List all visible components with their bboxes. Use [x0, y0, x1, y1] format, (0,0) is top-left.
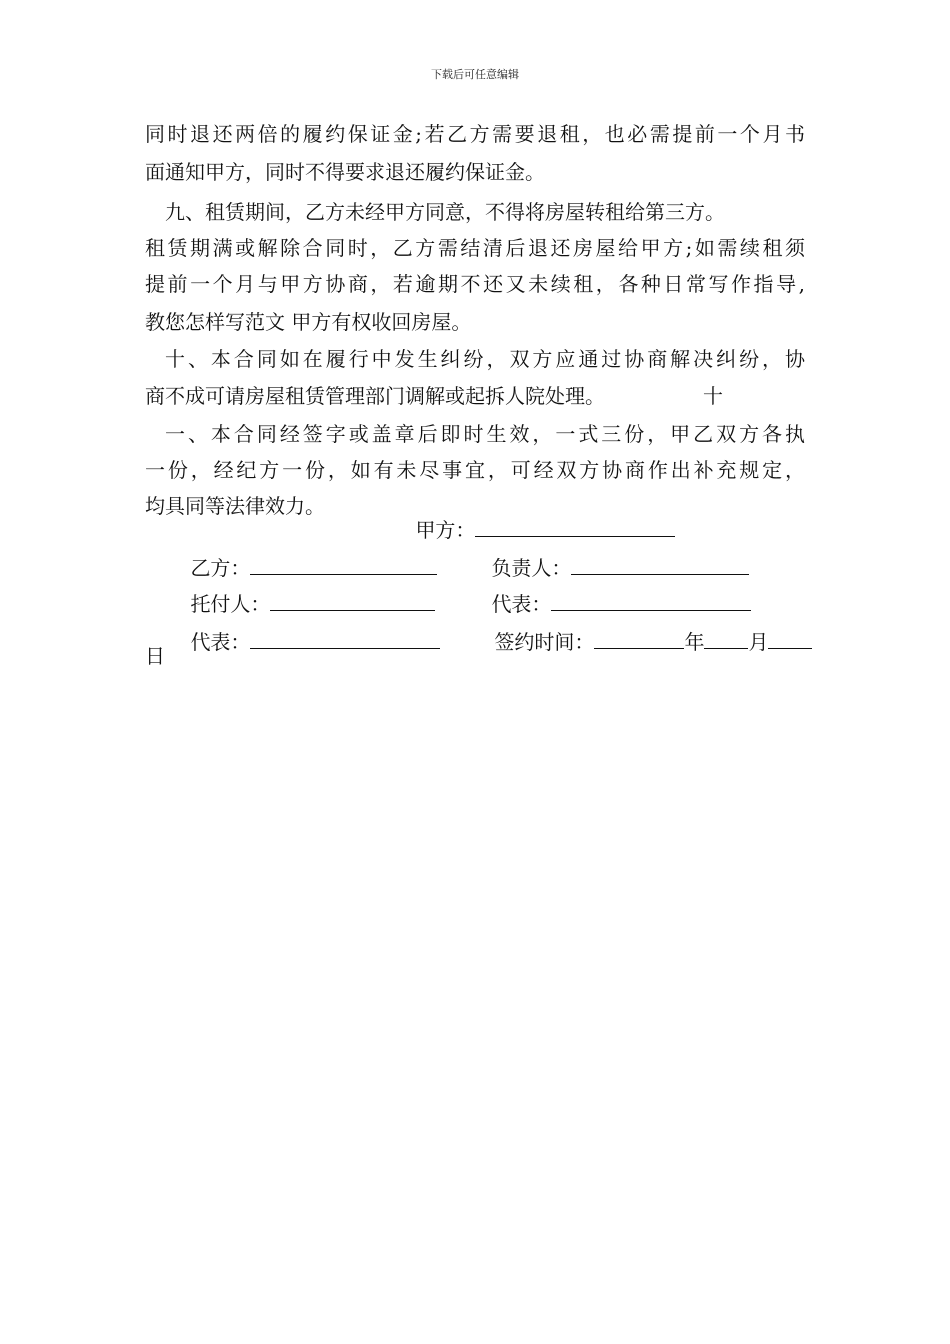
- representative-left-blank[interactable]: [250, 630, 440, 649]
- agent-field[interactable]: [165, 568, 435, 616]
- month-blank[interactable]: [704, 630, 748, 649]
- representative-left-label: 代表：: [190, 630, 251, 654]
- body-line-11: 一份，经纪方一份，如有未尽事宜，可经双方协商作出补充规定，: [145, 458, 805, 482]
- representative-left-field[interactable]: [165, 606, 440, 654]
- body-line-8: 商不成可请房屋租赁管理部门调解或起拆人院处理。: [145, 384, 605, 408]
- page-header: 下载后可任意编辑: [431, 68, 519, 81]
- responsible-label: 负责人：: [491, 556, 572, 580]
- body-line-2: 面通知甲方，同时不得要求退还履约保证金。: [145, 160, 545, 184]
- sign-time-label: 签约时间：: [494, 630, 595, 654]
- body-line-4: 租赁期满或解除合同时，乙方需结清后退还房屋给甲方;如需续租须: [145, 236, 805, 260]
- party-a-field[interactable]: [390, 494, 675, 542]
- body-line-12: 均具同等法律效力。: [145, 494, 325, 518]
- agent-label: 托付人：: [190, 592, 271, 616]
- year-blank[interactable]: [594, 630, 684, 649]
- body-line-10: 一、本合同经签字或盖章后即时生效，一式三份，甲乙双方各执: [165, 422, 805, 446]
- representative-right-label: 代表：: [491, 592, 552, 616]
- body-line-1: 同时退还两倍的履约保证金;若乙方需要退租，也必需提前一个月书: [145, 122, 805, 146]
- day-blank[interactable]: [768, 630, 812, 649]
- party-b-field[interactable]: [165, 532, 437, 580]
- body-line-9: 十: [703, 384, 723, 408]
- body-line-3: 九、租赁期间，乙方未经甲方同意，不得将房屋转租给第三方。: [165, 200, 725, 224]
- responsible-field[interactable]: [466, 532, 749, 580]
- body-line-5: 提前一个月与甲方协商，若逾期不还又未续租，各种日常写作指导,: [145, 272, 805, 296]
- body-line-7: 十、本合同如在履行中发生纠纷，双方应通过协商解决纠纷，协: [165, 347, 805, 371]
- party-a-label: 甲方：: [415, 518, 476, 542]
- day-label: 日: [145, 644, 165, 668]
- representative-right-field[interactable]: [466, 568, 751, 616]
- party-b-label: 乙方：: [190, 556, 251, 580]
- year-label: 年: [684, 630, 705, 654]
- body-line-6: 教您怎样写范文 甲方有权收回房屋。: [145, 310, 472, 334]
- month-label: 月: [748, 630, 769, 654]
- sign-time-field[interactable]: [469, 606, 812, 654]
